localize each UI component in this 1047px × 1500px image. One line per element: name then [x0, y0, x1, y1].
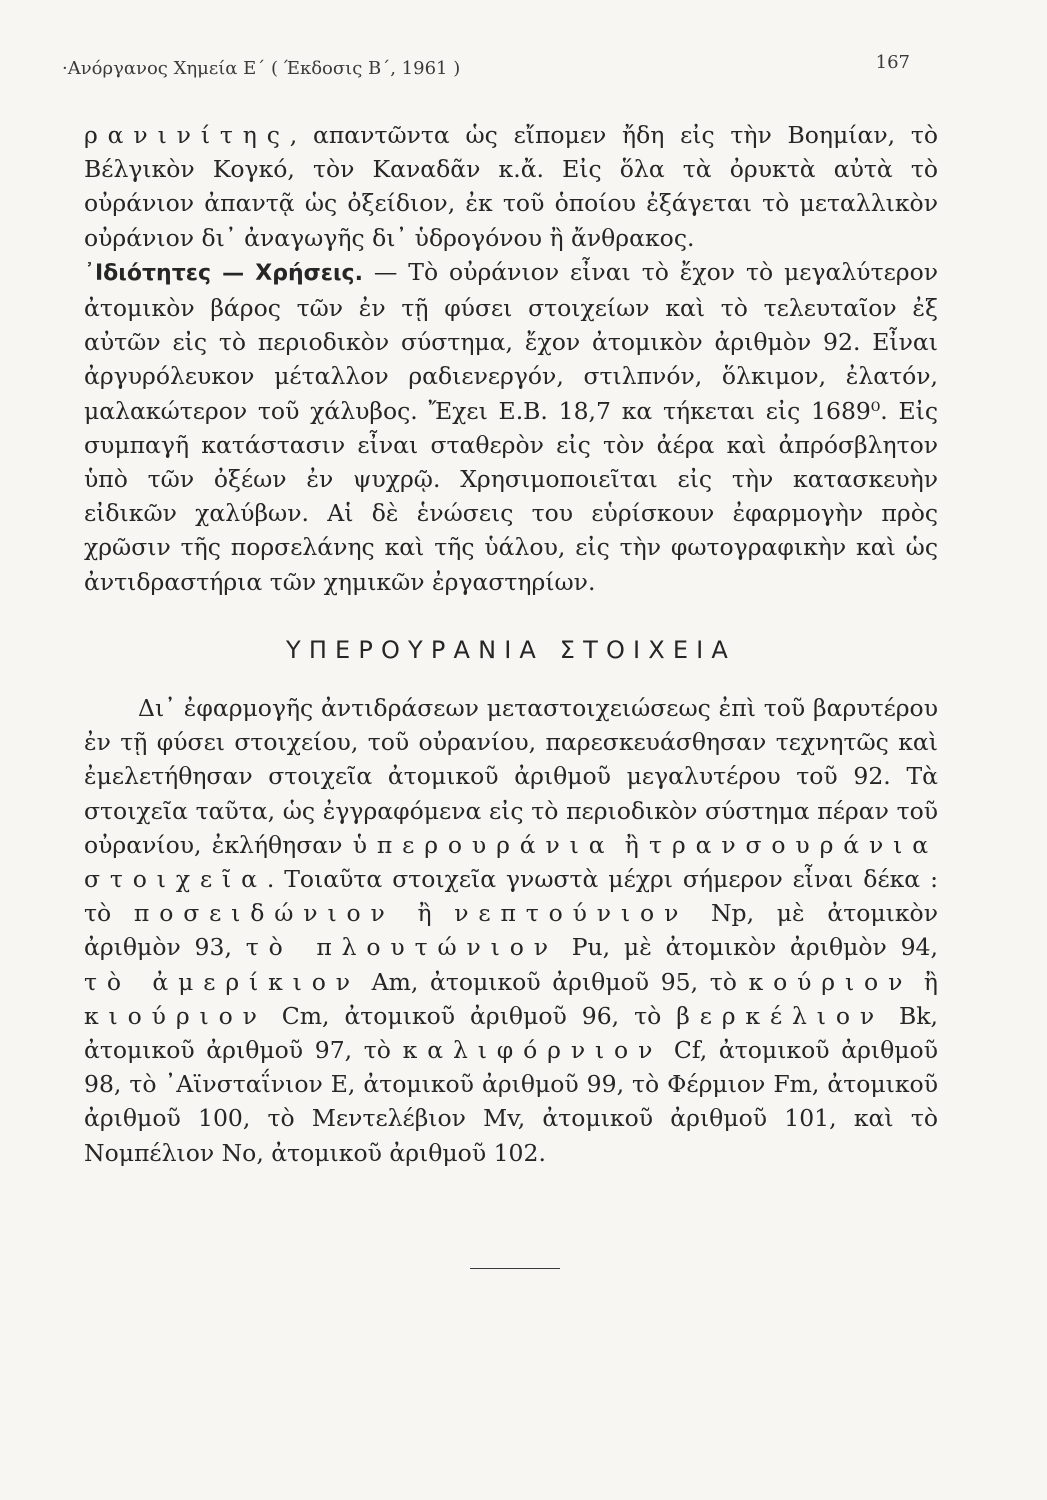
page-body — [84, 118, 938, 1170]
spaced-term: ρανινίτης — [84, 121, 290, 149]
text-run: Am, ἀτομικοῦ ἀριθμοῦ 95, τὸ — [359, 967, 749, 996]
spaced-term: κούριον — [748, 967, 913, 996]
section-title: ΥΠΕΡΟΥΡΑΝΙΑ ΣΤΟΙΧΕΙΑ — [286, 635, 736, 664]
spaced-term: κιούριον — [84, 1001, 267, 1030]
spaced-term: νεπτούνιον — [454, 899, 689, 928]
text-run: . Τοιαῦτα στοιχεῖα γνωστὰ μέχρι σήμερον εἶναι δέκα : τὸ — [84, 865, 938, 928]
running-head — [62, 52, 910, 79]
text-run: Pu, μὲ ἀτομικὸν ἀριθμὸν 94, — [557, 933, 938, 962]
paragraph-properties — [84, 255, 938, 599]
text-run: Bk, ἀτομικοῦ ἀριθμοῦ 97, τὸ — [84, 1001, 938, 1065]
page-number: 167 — [875, 52, 910, 73]
paragraph-text: , απαντῶντα ὡς εἴπομεν ἤδη εἰς τὴν Βοημίαν, τὸ Βέλγικὸν Κογκό, τὸν Καναδᾶν κ.ἄ. Εἰς ὅλα τὰ ὀρυκτὰ αὐτὰ τὸ οὐράνιον ἀπαντᾷ ὡς ὀξείδιον, ἐκ τοῦ ὁποίου ἐξάγεται τὸ μεταλλικὸν οὐράνιον δι᾿ ἀναγωγῆς δι᾿ ὑδρογόνου ἢ ἄνθρακος. — [84, 121, 938, 252]
paragraph-text: — Τὸ οὐράνιον εἶναι τὸ ἔχον τὸ μεγαλύτερον ἀτομικὸν βάρος τῶν ἐν τῇ φύσει στοιχείων καὶ τὸ τελευταῖον ἐξ αὐτῶν εἰς τὸ περιοδικὸν σύστημα, ἔχον ἀτομικὸν ἀριθμὸν 92. Εἶναι ἀργυρόλευκον μέταλλον ραδιενεργόν, στιλπνόν, ὅλκιμον, ἐλατόν, μαλακώτερον τοῦ χάλυβος. Ἔχει Ε.Β. 18,7 κα τήκεται εἰς 1689⁰. Εἰς συμπαγῆ κατάστασιν εἶναι σταθερὸν εἰς τὸν ἀέρα καὶ ἀπρόσβλητον ὑπὸ τῶν ὀξέων ἐν ψυχρῷ. Χρησιμοποιεῖται εἰς τὴν κατασκευὴν εἰδικῶν χαλύβων. Αἱ δὲ ἑνώσεις του εὑρίσκουν ἐφαρμογὴν πρὸς χρῶσιν τῆς πορσελάνης καὶ τῆς ὑάλου, εἰς τὴν φωτογραφικὴν καὶ ὡς ἀντιδραστήρια τῶν χημικῶν ἐργαστηρίων. — [84, 257, 938, 596]
spaced-term: τὸ ἀμερίκιον — [84, 967, 360, 996]
text-run: Δι᾿ ἐφαρμογῆς ἀντιδράσεων μεταστοιχειώσεως ἐπὶ τοῦ βαρυτέρου ἐν τῇ φύσει στοιχείου, τοῦ οὐρανίου, παρεσκευάσθησαν τεχνητῶς καὶ ἐμελετήθησαν στοιχεῖα ἀτομικοῦ ἀριθμοῦ μεγαλυτέρου τοῦ 92. Τὰ στοιχεῖα ταῦτα, ὡς ἐγγραφόμενα εἰς τὸ περιοδικὸν σύστημα πέραν τοῦ οὐρανίου, ἐκλήθησαν — [84, 694, 938, 859]
text-run: ἢ — [614, 830, 650, 859]
paragraph-uranium-ores — [84, 118, 938, 255]
running-title: ·Ανόργανος Χημεία Ε΄ ( Έκδοσις Β΄, 1961 ) — [62, 58, 461, 79]
text-run: Cf, ἀτομικοῦ ἀριθμοῦ 98, τὸ ᾿Αϊνσταΐνιον E, ἀτομικοῦ ἀριθμοῦ 99, τὸ Φέρμιον Fm, ἀτομικοῦ ἀριθμοῦ 100, τὸ Μεντελέβιον Mv, ἀτομικοῦ ἀριθμοῦ 101, καὶ τὸ Νομπέλιον No, ἀτομικοῦ ἀριθμοῦ 102. — [84, 1036, 938, 1167]
end-rule — [470, 1268, 560, 1269]
spaced-term: τὸ πλουτώνιον — [245, 933, 558, 962]
text-run: Cm, ἀτομικοῦ ἀριθμοῦ 96, τὸ — [266, 1001, 677, 1030]
text-run: ἢ — [394, 899, 455, 928]
text-run: Np, μὲ ἀτομικὸν ἀριθμὸν 93, — [84, 899, 938, 962]
spaced-term: ὑπερουράνια — [352, 830, 615, 859]
paragraph-transuranium — [84, 691, 938, 1170]
spaced-term: καλιφόρνιον — [402, 1036, 663, 1065]
text-run: ἢ — [912, 967, 938, 996]
run-in-heading: ᾿Ιδιότητες — Χρήσεις. — [84, 260, 363, 286]
spaced-term: ποσειδώνιον — [133, 899, 395, 928]
spaced-term: τρανσουράνια στοιχεῖα — [84, 830, 938, 894]
spaced-term: βερκέλιον — [676, 1001, 885, 1030]
